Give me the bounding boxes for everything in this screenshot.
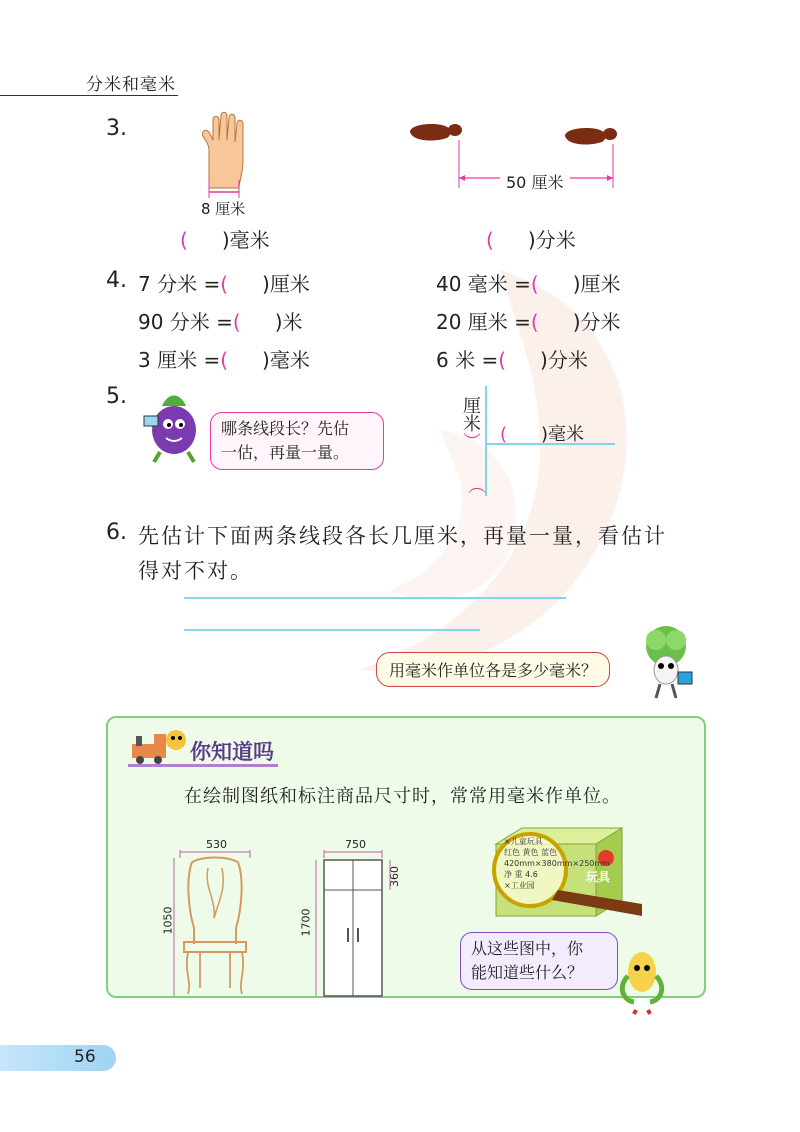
shoe-distance-label: 50 厘米 [506, 173, 564, 192]
question-4-number: 4. [106, 268, 127, 293]
measure-segments [182, 592, 572, 636]
toy-box-side-label: 玩具 [586, 870, 611, 884]
cabbage-speech-bubble: 用毫米作单位各是多少毫米？ [376, 652, 610, 687]
bubble-line: 从这些图中，你 [471, 939, 584, 958]
conversion-left-2: 90 分米 =( )米 [138, 310, 303, 334]
conversion-right-1: 40 毫米 =( )厘米 [436, 272, 621, 296]
bubble-line: 一估，再量一量。 [221, 443, 350, 462]
title-underline [128, 764, 278, 767]
question-3-number: 3. [106, 116, 127, 141]
question-6-line2: 得对不对。 [138, 559, 253, 583]
chair-drawing [170, 848, 260, 998]
hand-icon [195, 110, 255, 200]
wardrobe-width-label: 750 [345, 838, 366, 851]
answer-unit: )分米 [527, 228, 576, 252]
corn-speech-bubble [460, 932, 618, 990]
horizontal-segment-answer: ( )毫米 [500, 424, 585, 445]
vertical-segment-label: 厘米） [460, 396, 481, 450]
answer-open-paren: ( [486, 228, 494, 252]
question-5-number: 5. [106, 384, 127, 409]
cabbage-character-icon [628, 622, 703, 702]
shoe-answer [486, 224, 576, 253]
page-number: 56 [74, 1047, 96, 1067]
wardrobe-drawing [312, 848, 412, 998]
conversion-left-3: 3 厘米 =( )毫米 [138, 348, 310, 372]
wardrobe-height-label: 1700 [299, 908, 313, 937]
eggplant-speech-bubble [210, 412, 384, 470]
answer-open-paren: ( [180, 228, 188, 252]
toy-box-label: ×儿童玩具 红色 黄色 蓝色 420mm×380mm×250mm 净 重 4.6 ×工业园 [504, 837, 610, 890]
conversion-left-1: 7 分米 =( )厘米 [138, 272, 310, 296]
bubble-line: 能知道些什么？ [471, 963, 584, 982]
bubble-line: 哪条线段长？先估 [221, 419, 350, 438]
header-rule [0, 95, 178, 96]
train-icon [128, 726, 190, 768]
answer-unit: )毫米 [221, 228, 270, 252]
conversion-right-3: 6 米 =( )分米 [436, 348, 588, 372]
page-header-title: 分米和毫米 [86, 75, 176, 95]
did-you-know-text: 在绘制图纸和标注商品尺寸时，常常用毫米作单位。 [184, 786, 621, 807]
hand-answer [180, 224, 270, 253]
chair-height-label: 1050 [161, 906, 175, 935]
hand-width-label: 8 厘米 [201, 200, 246, 218]
wardrobe-top-label: 360 [388, 866, 401, 887]
question-6-number: 6. [106, 520, 127, 545]
did-you-know-title: 你知道吗 [190, 740, 274, 764]
vertical-open-paren: （ [465, 476, 486, 494]
conversion-right-2: 20 厘米 =( )分米 [436, 310, 621, 334]
page-number-tab [0, 1045, 116, 1071]
question-6-line1: 先估计下面两条线段各长几厘米，再量一量，看估计 [138, 524, 667, 548]
corn-character-icon [612, 946, 672, 1016]
eggplant-character-icon [134, 388, 214, 468]
chair-width-label: 530 [206, 838, 227, 851]
